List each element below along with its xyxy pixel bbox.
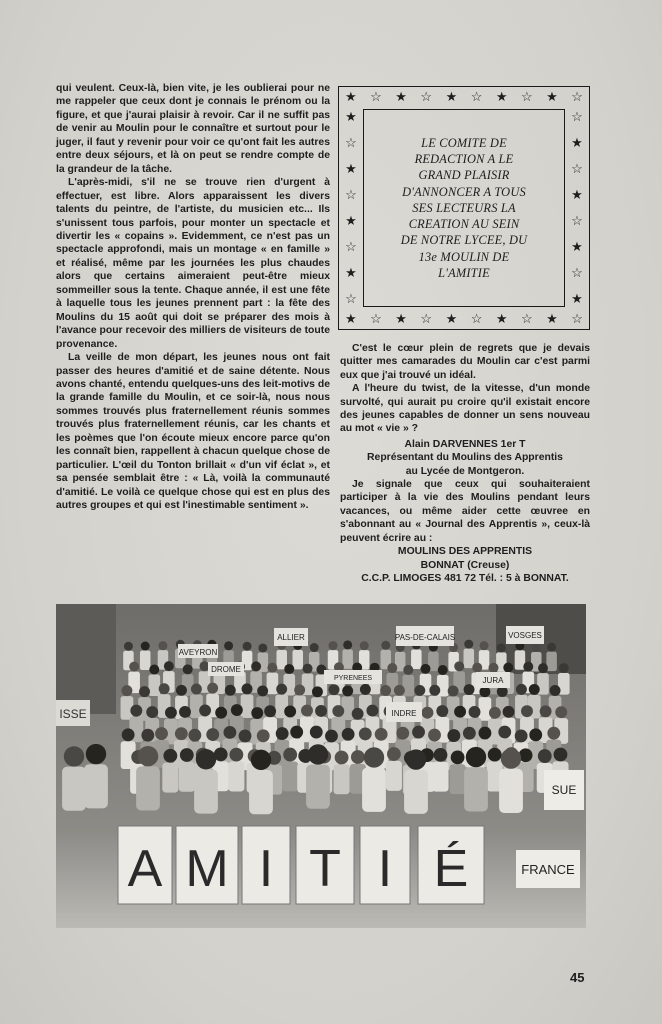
person-head: [180, 748, 194, 762]
person-head: [521, 705, 533, 717]
person-body: [249, 770, 273, 814]
placard: [395, 626, 455, 646]
letter: M: [185, 840, 229, 898]
person-head: [472, 663, 482, 673]
person-head: [448, 686, 459, 697]
person-body: [293, 650, 304, 670]
person-head: [188, 729, 201, 742]
person-body: [411, 649, 422, 669]
person-head: [276, 727, 289, 740]
person-body: [228, 762, 244, 792]
letter-card: [418, 826, 484, 904]
person-head: [276, 684, 287, 695]
star-icon: ★: [345, 311, 357, 326]
person-head: [515, 730, 528, 743]
placard-label: ISSE: [59, 707, 87, 721]
person-head: [223, 726, 236, 739]
person-body: [84, 764, 108, 808]
person-head: [538, 663, 548, 673]
person-body: [140, 651, 151, 671]
person-head: [310, 643, 319, 652]
person-head: [239, 729, 252, 742]
person-head: [381, 641, 390, 650]
person-head: [124, 642, 133, 651]
person-body: [386, 761, 402, 791]
placard-label: VOSGES: [508, 631, 542, 640]
person-head: [554, 748, 568, 762]
placard: [386, 702, 422, 722]
star-icon: ☆: [571, 213, 583, 228]
placard: [516, 850, 580, 888]
star-icon: ★: [445, 311, 458, 326]
placard-label: INDRE: [391, 709, 417, 718]
group-photo: [56, 604, 586, 928]
person-head: [479, 727, 492, 740]
person-body: [464, 767, 488, 811]
star-icon: ★: [571, 291, 583, 306]
person-head: [503, 662, 513, 672]
person-head: [290, 726, 303, 739]
letter-card: [118, 826, 172, 904]
person-head: [141, 642, 150, 651]
person-head: [360, 684, 371, 695]
person-head: [183, 664, 193, 674]
person-head: [284, 706, 296, 718]
person-head: [179, 706, 191, 718]
placard: [208, 662, 244, 676]
person-head: [163, 749, 177, 763]
person-head: [489, 707, 501, 719]
person-head: [129, 662, 139, 672]
star-icon: ☆: [370, 311, 382, 326]
person-head: [251, 707, 263, 719]
placard: [56, 700, 90, 726]
announcement-line: SES LECTEURS LA: [412, 200, 516, 215]
left-paragraph-1: qui veulent. Ceux-là, bien vite, je les oublierai pour ne me rappeler que ceux dont je connais le prénom ou la figure, et que j'aurai plaisir à revoir. Car il ne suffit pas de venir au Moulin pour le connaître et surtout pour le juger, il faut y revenir pour voir ce qu'ont fait les autres entre deux séjours, et là on peut se rendre compte de la grandeur de la tâche.: [56, 83, 330, 175]
star-icon: ☆: [420, 89, 433, 104]
person-head: [463, 727, 476, 740]
person-head: [523, 662, 533, 672]
person-head: [229, 748, 243, 762]
star-icon: ★: [345, 89, 357, 104]
star-icon: ☆: [345, 291, 357, 306]
person-head: [342, 728, 355, 741]
person-head: [412, 726, 425, 739]
letter-card: [360, 826, 410, 904]
star-icon: ★: [345, 265, 357, 280]
announcement-line: LE COMITE DE: [421, 136, 507, 151]
person-head: [516, 684, 527, 695]
star-icon: ★: [571, 239, 583, 254]
star-icon: ☆: [571, 265, 583, 280]
person-head: [130, 705, 142, 717]
signature-block: [340, 438, 590, 478]
right-paragraph-2: A l'heure du twist, de la vitesse, d'un monde survolté, qui aurait pu croire qu'il existait encore des jeunes capables de donner un sens nouveau au mot « vie » ?: [340, 383, 590, 435]
person-head: [547, 727, 560, 740]
person-body: [267, 673, 279, 695]
person-head: [267, 663, 277, 673]
person-head: [294, 685, 305, 696]
person-head: [403, 665, 413, 675]
person-head: [547, 643, 556, 652]
person-head: [325, 730, 338, 743]
signature-role: Représentant du Moulins des Apprentis: [367, 452, 563, 464]
star-icon: ☆: [470, 311, 483, 326]
person-head: [121, 685, 132, 696]
letter: T: [309, 840, 341, 898]
person-body: [464, 649, 475, 669]
address-line: BONNAT (Creuse): [420, 559, 510, 571]
person-head: [86, 744, 106, 764]
person-head: [497, 643, 506, 652]
person-head: [329, 684, 340, 695]
person-head: [303, 664, 313, 674]
person-head: [176, 685, 187, 696]
star-icon: ☆: [571, 161, 583, 176]
person-head: [257, 685, 268, 696]
placard-label: PAS-DE-CALAIS: [394, 633, 456, 642]
person-body: [450, 764, 466, 794]
person-body: [282, 761, 298, 791]
person-head: [387, 663, 397, 673]
placard-label: ALLIER: [277, 633, 305, 642]
person-body: [362, 768, 386, 812]
person-head: [149, 664, 159, 674]
person-head: [251, 661, 261, 671]
star-icon: ★: [571, 187, 583, 202]
person-head: [243, 642, 252, 651]
person-head: [380, 685, 391, 696]
announcement-inner-frame: [363, 109, 565, 307]
person-head: [199, 661, 209, 671]
person-head: [429, 685, 440, 696]
person-head: [489, 663, 499, 673]
person-head: [351, 750, 365, 764]
person-head: [422, 707, 434, 719]
letter: I: [258, 840, 274, 898]
person-head: [315, 705, 327, 717]
person-head: [396, 727, 409, 740]
right-paragraph-3: Je signale que ceux qui souhaiteraient participer à la vie des Moulins pendant leurs vacances, ou même aider cette œuvree en s'abonnant au « Journal des Apprentis », ceux-là peuvent écrire au :: [340, 479, 590, 544]
person-body: [404, 770, 428, 814]
announcement-line: D'ANNONCER A TOUS: [402, 184, 526, 199]
star-icon: ★: [345, 109, 357, 124]
person-body: [162, 763, 178, 793]
person-head: [501, 748, 521, 768]
person-body: [241, 694, 254, 718]
left-paragraph-3: La veille de mon départ, les jeunes nous ont fait passer des heures d'amitié et de saine détente. Nous avons chanté, entendu quelques-uns des leit-motivs de la grande famille du Moulin, et ce soir-là, nous nous sommes trouvés plus fraternellement réunis sommes trouvés plus fraternellement réunis, car les chants et les poèmes que l'on écoute mieux encore parce qu'on les connaît bien, rappellent à chacun quelque chose de particulier. L'œil du Tonton brillait « d'un vif éclat », et sa pensée semblait être : « Là, voilà la communauté d'amitié. Le voilà ce quelque chose qui est en plus des autres groupes et qui est l'inestimable sentiment ».: [56, 352, 330, 512]
person-head: [122, 728, 135, 741]
person-body: [334, 764, 350, 794]
person-head: [488, 748, 502, 762]
star-icon: ☆: [345, 187, 357, 202]
placard-label: JURA: [482, 676, 504, 685]
star-icon: ★: [546, 89, 558, 104]
star-icon: ★: [395, 89, 407, 104]
person-head: [559, 663, 569, 673]
person-head: [428, 729, 441, 742]
group-photo-illustration: [56, 604, 586, 928]
person-head: [480, 641, 489, 650]
placard: [476, 672, 510, 688]
person-head: [364, 747, 384, 767]
star-icon: ★: [546, 311, 558, 326]
person-head: [454, 661, 464, 671]
placard: [178, 644, 218, 658]
placard-label: SUE: [551, 783, 577, 797]
person-head: [421, 664, 431, 674]
person-head: [434, 748, 448, 762]
star-icon: ★: [495, 89, 508, 104]
star-icon: ☆: [571, 109, 583, 124]
placard-label: DROME: [211, 665, 241, 674]
placard: [544, 770, 584, 810]
address-line: C.C.P. LIMOGES 481 72 Tél. : 5 à BONNAT.: [361, 572, 569, 584]
person-head: [257, 729, 270, 742]
person-head: [146, 706, 158, 718]
person-head: [258, 643, 267, 652]
person-body: [499, 769, 523, 813]
placard-label: PYRENEES: [333, 675, 373, 682]
star-icon: ☆: [520, 311, 533, 326]
person-head: [464, 640, 473, 649]
person-head: [503, 706, 515, 718]
person-head: [555, 706, 567, 718]
person-head: [498, 726, 511, 739]
left-column: [56, 82, 330, 513]
person-head: [387, 747, 401, 761]
announcement-box: [338, 86, 590, 330]
right-column: [340, 342, 590, 585]
star-icon: ☆: [520, 89, 533, 104]
star-icon: ★: [345, 213, 357, 228]
person-head: [215, 707, 227, 719]
person-head: [206, 728, 219, 741]
person-head: [335, 751, 349, 765]
person-body: [306, 765, 330, 809]
right-paragraph-1: C'est le cœur plein de regrets que je devais quitter mes camarades du Moulin car c'est parmi eux que j'ai trouvé un idéal.: [340, 343, 590, 381]
announcement-line: L'AMITIE: [438, 265, 490, 280]
person-head: [155, 727, 168, 740]
star-icon: ☆: [571, 89, 583, 104]
star-icon: ★: [445, 89, 458, 104]
person-head: [332, 705, 344, 717]
star-icon: ☆: [370, 89, 382, 104]
page-number: 45: [570, 970, 585, 985]
announcement-line: GRAND PLAISIR: [418, 168, 510, 183]
person-head: [264, 705, 276, 717]
placard: [274, 628, 308, 646]
person-head: [464, 684, 475, 695]
person-head: [529, 684, 540, 695]
person-head: [301, 705, 313, 717]
person-head: [138, 746, 158, 766]
placard-label: AVEYRON: [178, 648, 218, 657]
person-head: [283, 748, 297, 762]
person-head: [438, 665, 448, 675]
person-head: [469, 706, 481, 718]
person-head: [406, 749, 426, 769]
star-icon: ☆: [470, 89, 483, 104]
person-head: [199, 704, 211, 716]
person-head: [540, 705, 552, 717]
person-head: [529, 728, 542, 741]
person-head: [329, 641, 338, 650]
person-head: [352, 708, 364, 720]
star-border-bottom: [345, 311, 583, 327]
person-head: [284, 664, 294, 674]
placard: [324, 670, 382, 684]
left-paragraph-2: L'après-midi, s'il ne se trouve rien d'urgent à effectuer, est libre. Alors apparaissent les divers talents du peintre, de l'artiste, du musicien etc... Ils s'unissent tous parfois, pour monter un spectacle et divertir les « copains ». Evidemment, ce n'est pas un spectacle approfondi, mais un montage « en famille » et réalisé, même par les journées les plus chaudes alors que certains aimeraient peut-être mieux sommeiller sous la tente. Chaque année, il est une fête à laquelle tous les jeunes prennent part : la fête des Moulins du 15 août qui doit se préparer des mois à l'avance pour recevoir des milliers de visiteurs de toute provenance.: [56, 177, 330, 350]
person-head: [64, 746, 84, 766]
person-head: [242, 683, 253, 694]
address-line: MOULINS DES APPRENTIS: [397, 546, 533, 558]
letter-card: [176, 826, 238, 904]
person-head: [159, 683, 170, 694]
star-icon: ★: [495, 311, 508, 326]
person-body: [479, 697, 492, 721]
person-head: [164, 661, 174, 671]
announcement-line: CREATION AU SEIN: [408, 217, 520, 232]
star-border-right: [569, 109, 585, 307]
person-head: [308, 744, 328, 764]
person-head: [312, 686, 323, 697]
person-head: [310, 726, 323, 739]
announcement-line: 13e MOULIN DE: [418, 249, 510, 264]
star-border-top: [345, 89, 583, 105]
person-head: [538, 749, 552, 763]
placard: [506, 626, 544, 644]
signature-role: au Lycée de Montgeron.: [405, 465, 525, 477]
star-icon: ★: [345, 161, 357, 176]
person-head: [141, 729, 154, 742]
person-head: [191, 684, 202, 695]
person-head: [175, 727, 188, 740]
person-head: [375, 728, 388, 741]
star-icon: ☆: [345, 239, 357, 254]
person-head: [359, 727, 372, 740]
person-head: [224, 641, 233, 650]
letter-card: [242, 826, 290, 904]
person-head: [231, 704, 243, 716]
person-body: [342, 649, 353, 669]
person-head: [447, 729, 460, 742]
person-body: [402, 675, 414, 697]
star-icon: ☆: [345, 135, 357, 150]
person-head: [165, 707, 177, 719]
person-head: [532, 643, 541, 652]
person-head: [251, 750, 271, 770]
person-head: [436, 705, 448, 717]
person-body: [432, 762, 448, 792]
person-head: [451, 750, 465, 764]
signature-name: Alain DARVENNES 1er T: [404, 438, 526, 450]
letter-card: [296, 826, 354, 904]
person-body: [62, 767, 86, 811]
person-head: [207, 683, 218, 694]
letter: I: [377, 840, 393, 898]
letter: É: [433, 840, 469, 898]
star-icon: ★: [395, 311, 407, 326]
announcement-text: [401, 135, 528, 281]
person-head: [139, 686, 150, 697]
star-icon: ☆: [420, 311, 433, 326]
person-head: [360, 641, 369, 650]
person-body: [136, 766, 160, 810]
person-head: [343, 640, 352, 649]
announcement-line: DE NOTRE LYCEE, DU: [400, 233, 528, 248]
person-body: [194, 769, 218, 813]
person-body: [179, 762, 195, 792]
person-head: [394, 685, 405, 696]
person-head: [366, 705, 378, 717]
person-head: [196, 749, 216, 769]
person-head: [466, 747, 486, 767]
star-border-left: [343, 109, 359, 307]
announcement-line: REDACTION A LE: [414, 152, 514, 167]
person-head: [225, 685, 236, 696]
person-head: [342, 685, 353, 696]
person-head: [158, 641, 167, 650]
person-head: [454, 706, 466, 718]
star-icon: ☆: [571, 311, 583, 326]
letter: A: [127, 840, 163, 898]
person-body: [148, 674, 160, 696]
person-head: [550, 685, 561, 696]
placard-label: FRANCE: [521, 862, 575, 877]
star-icon: ★: [571, 135, 583, 150]
person-head: [414, 685, 425, 696]
